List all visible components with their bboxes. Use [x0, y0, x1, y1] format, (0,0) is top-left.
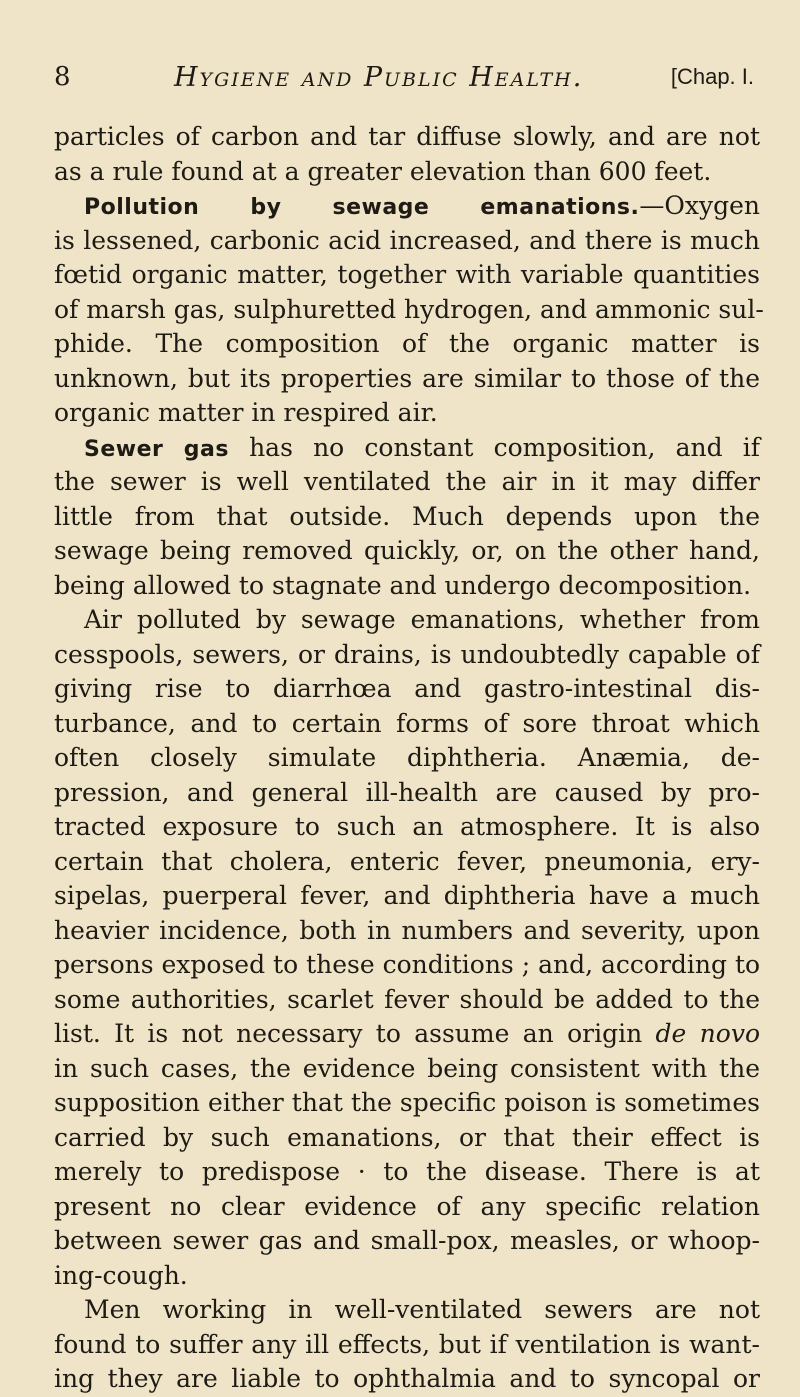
text-line: present no clear evidence of any specific relation [54, 1191, 760, 1221]
text-line: supposition either that the specific poison is sometimes [54, 1088, 760, 1117]
text-line: giving rise to diarrhœa and gastro-intestinal dis- [54, 674, 760, 703]
body-text [54, 120, 764, 1397]
text-line: heavier incidence, both in numbers and severity, upon [54, 915, 760, 945]
text-line: of marsh gas, sulphuretted hydrogen, and ammonic sul- [54, 294, 764, 324]
pollution-heading-line [54, 189, 760, 224]
text-line: in such cases, the evidence being consistent with the [54, 1053, 760, 1083]
text-line: persons exposed to these conditions ; and, according to [54, 950, 761, 979]
text-line: Air polluted by sewage emanations, whether from [84, 605, 760, 634]
de-novo-line [54, 1017, 760, 1052]
text-line: fœtid organic matter, together with variable quantities [54, 260, 760, 289]
page-number: 8 [54, 62, 71, 92]
text-line: found to suffer any ill effects, but if ventilation is want- [54, 1329, 760, 1359]
text-line: being allowed to stagnate and undergo decomposition. [54, 570, 752, 600]
chapter-label: [Chap. I. [670, 64, 754, 89]
text-line: some authorities, scarlet fever should be added to the [54, 984, 760, 1014]
text-line: sewage being removed quickly, or, on the other hand, [54, 536, 760, 565]
text-line: sipelas, puerperal fever, and diphtheria have a much [54, 881, 760, 910]
text-line: as a rule found at a greater elevation than 600 feet. [54, 156, 712, 186]
text-line: merely to predispose · to the disease. There is at [54, 1157, 760, 1186]
running-title: Hygiene and Public Health. [174, 62, 584, 93]
text-line: certain that cholera, enteric fever, pneumonia, ery- [54, 846, 760, 876]
text-line: organic matter in respired air. [54, 398, 438, 427]
text-line: particles of carbon and tar diffuse slowly, and are not [54, 122, 760, 151]
text-line: little from that outside. Much depends upon the [54, 501, 760, 531]
section-heading-pollution: Pollution by sewage emanations. [84, 195, 640, 220]
text-line: ing-cough. [54, 1260, 188, 1290]
text-line: the sewer is well ventilated the air in it may differ [54, 467, 760, 496]
sewer-gas-heading-line [54, 431, 760, 466]
text-line: carried by such emanations, or that their effect is [54, 1122, 760, 1152]
section-heading-sewer-gas: Sewer gas [84, 436, 229, 462]
text-line: often closely simulate diphtheria. Anæmia, de- [54, 743, 760, 772]
text-line: ing they are liable to ophthalmia and to syncopal or [54, 1364, 760, 1393]
text-fragment: has no constant composition, and if [228, 432, 760, 462]
text-line: Men working in well-ventilated sewers are not [84, 1295, 760, 1324]
page-header [54, 62, 754, 102]
text-line: tracted exposure to such an atmosphere. It is also [54, 812, 760, 841]
text-fragment: —Oxygen [639, 191, 760, 220]
text-line: is lessened, carbonic acid increased, and there is much [54, 225, 760, 255]
text-line: unknown, but its properties are similar to those of the [54, 363, 760, 393]
text-line: between sewer gas and small-pox, measles, or whoop- [54, 1226, 760, 1255]
text-line: turbance, and to certain forms of sore throat which [54, 708, 760, 738]
text-line: pression, and general ill-health are caused by pro- [54, 777, 760, 807]
text-line: cesspools, sewers, or drains, is undoubtedly capable of [54, 639, 760, 669]
text-line: phide. The composition of the organic matter is [54, 329, 760, 358]
italic-term: de novo [655, 1019, 760, 1048]
text-fragment: list. It is not necessary to assume an origin [54, 1019, 656, 1048]
